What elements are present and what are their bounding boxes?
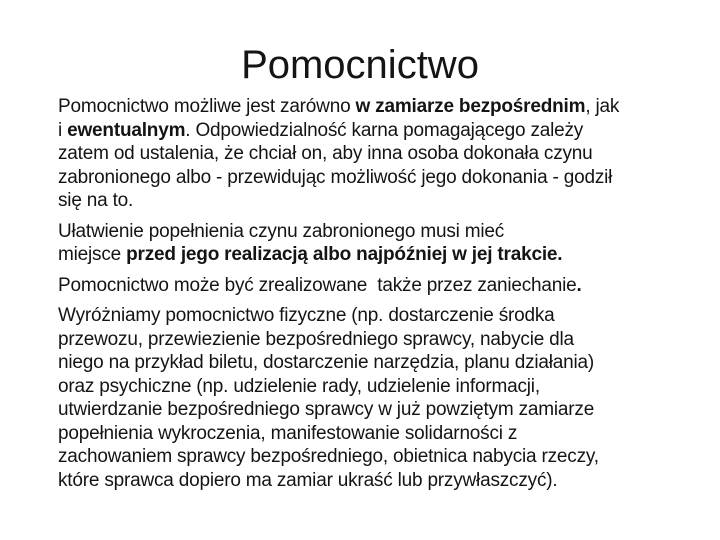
text-run: Ułatwienie popełnienia czynu zabronionego musi mieć bbox=[58, 220, 505, 242]
text-run: które sprawca dopiero ma zamiar ukraść lub przywłaszczyć). bbox=[58, 469, 558, 491]
text-run: oraz psychiczne (np. udzielenie rady, udzielenie informacji, bbox=[58, 375, 540, 397]
text-line bbox=[58, 166, 686, 190]
text-line bbox=[58, 274, 686, 298]
paragraph bbox=[58, 95, 686, 213]
text-line bbox=[58, 95, 686, 119]
text-run: i bbox=[58, 119, 68, 141]
text-run: Pomocnictwo może być zrealizowane także przez zaniechanie bbox=[58, 274, 577, 296]
text-run: zabronionego albo - przewidując możliwość jego dokonania - godził bbox=[58, 166, 613, 188]
text-run: zatem od ustalenia, że chciał on, aby inna osoba dokonała czynu bbox=[58, 143, 593, 164]
slide-body bbox=[58, 95, 686, 492]
text-line bbox=[58, 142, 686, 166]
text-run: miejsce bbox=[58, 244, 127, 265]
paragraph bbox=[58, 220, 686, 267]
text-line bbox=[58, 304, 686, 328]
text-run: się na to. bbox=[58, 190, 134, 211]
text-run: przewozu, przewiezienie bezpośredniego sprawcy, nabycie dla bbox=[58, 328, 574, 350]
text-line bbox=[58, 243, 686, 267]
text-line bbox=[58, 469, 686, 493]
bold-text-run: . bbox=[576, 274, 582, 296]
text-run: Wyróżniamy pomocnictwo fizyczne (np. dostarczenie środka bbox=[58, 305, 555, 326]
text-run: , jak bbox=[585, 96, 620, 117]
text-run: . Odpowiedzialność karna pomagającego zależy bbox=[185, 119, 584, 141]
text-line bbox=[58, 422, 686, 446]
text-line bbox=[58, 375, 686, 399]
text-line bbox=[58, 220, 686, 244]
text-run: utwierdzanie bezpośredniego sprawcy w już powziętym zamiarze bbox=[58, 399, 595, 420]
text-line bbox=[58, 189, 686, 213]
text-line bbox=[58, 328, 686, 352]
text-line bbox=[58, 398, 686, 422]
bold-text-run: w zamiarze bezpośrednim bbox=[355, 96, 586, 117]
slide-title: Pomocnictwo bbox=[241, 43, 479, 87]
paragraph bbox=[58, 274, 686, 298]
text-run: Pomocnictwo możliwe jest zarówno bbox=[58, 96, 356, 117]
text-line bbox=[58, 445, 686, 469]
text-run: niego na przykład biletu, dostarczenie narzędzia, planu działania) bbox=[58, 352, 595, 373]
bold-text-run: przed jego realizacją albo najpóźniej w jej trakcie. bbox=[126, 244, 563, 265]
bold-text-run: ewentualnym bbox=[67, 119, 186, 141]
text-run: zachowaniem sprawcy bezpośredniego, obietnica nabycia rzeczy, bbox=[58, 446, 599, 467]
text-line bbox=[58, 119, 686, 143]
text-line bbox=[58, 351, 686, 375]
paragraph bbox=[58, 304, 686, 492]
text-run: popełnienia wykroczenia, manifestowanie solidarności z bbox=[58, 422, 518, 444]
